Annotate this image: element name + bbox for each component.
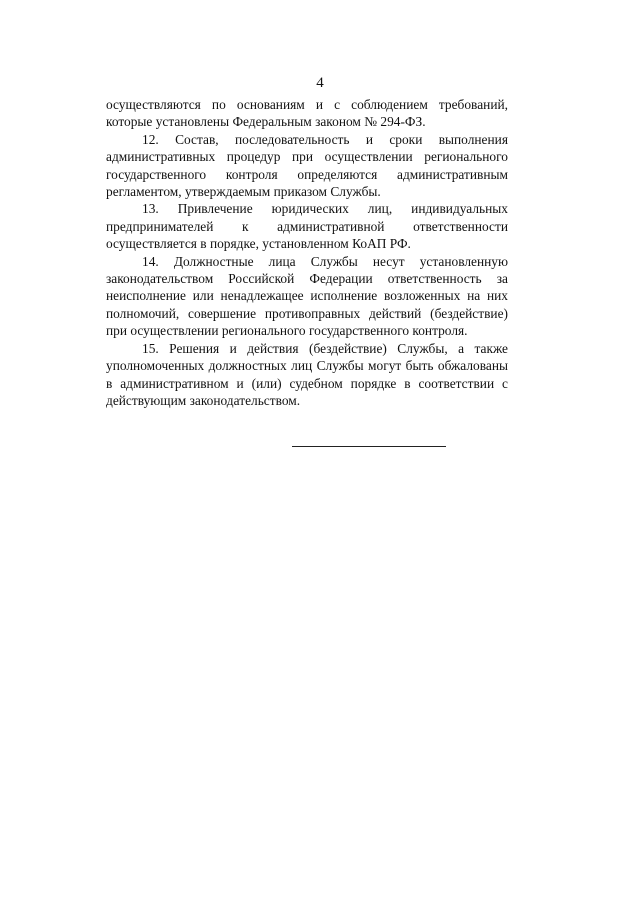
paragraph-14: 14. Должностные лица Службы несут установленную законодательством Российской Федерации ответственность за неисполнение или ненадлежащее исполнение возложенных на них полномочий, совершение противоправных действий (бездействие) при осуществлении регионального государственного контроля. [106, 253, 508, 339]
end-separator-line [292, 446, 446, 447]
paragraph-15: 15. Решения и действия (бездействие) Службы, а также уполномоченных должностных лиц Службы могут быть обжалованы в административном и (или) судебном порядке в соответствии с действующим законодательством. [106, 340, 508, 408]
paragraph-12: 12. Состав, последовательность и сроки выполнения административных процедур при осуществлении регионального государственного контроля определяются административным регламентом, утверждаемым приказом Службы. [106, 131, 508, 200]
document-body [106, 96, 508, 409]
paragraph-continuation: осуществляются по основаниям и с соблюдением требований, которые установлены Федеральным законом № 294-ФЗ. [106, 97, 508, 130]
paragraph-13: 13. Привлечение юридических лиц, индивидуальных предпринимателей к административной ответственности осуществляется в порядке, установленном КоАП РФ. [106, 201, 508, 252]
page-number: 4 [316, 75, 324, 91]
